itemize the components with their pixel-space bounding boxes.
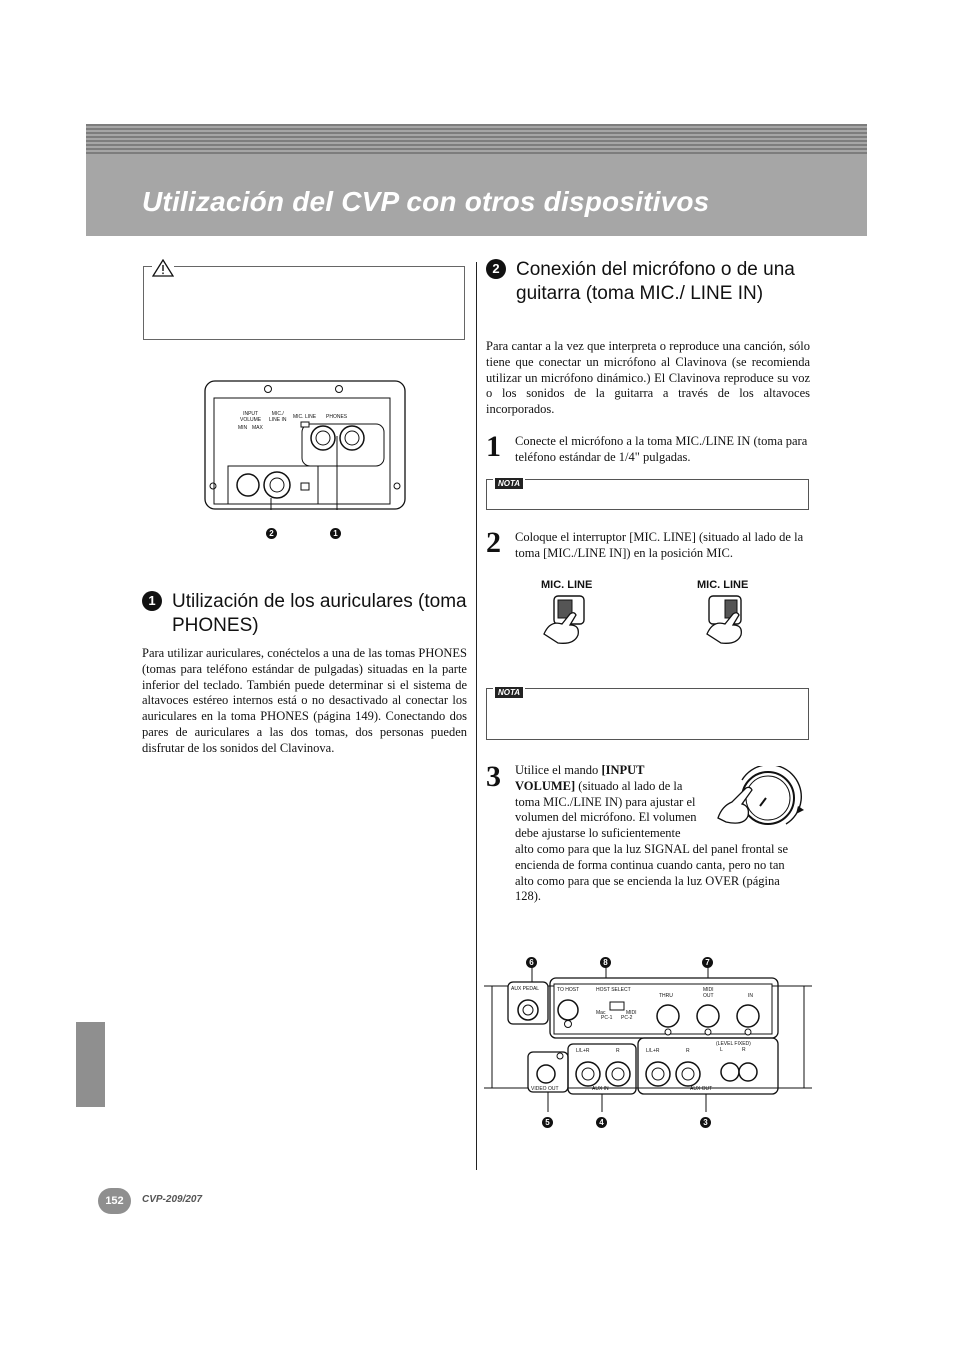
section2-number: 2: [486, 259, 506, 279]
page-number: 152: [98, 1188, 131, 1214]
warning-triangle-icon: [152, 259, 174, 277]
label-mic-line-in: MIC./ LINE IN: [269, 411, 287, 423]
label-fixed-r: R: [742, 1047, 746, 1053]
step1-text: Conecte el micrófono a la toma MIC./LINE IN (toma para teléfono estándar de 1/4" pulgadas.: [515, 434, 808, 464]
header-stripes: [86, 124, 867, 154]
label-aux-in: AUX IN: [592, 1086, 609, 1092]
callout-3: 3: [700, 1112, 711, 1130]
step3-number: 3: [486, 760, 501, 793]
section1-body: Para utilizar auriculares, conéctelos a una de las tomas PHONES (tomas para teléfono estándar de pulgadas) situadas en la parte inferior del teclado. También puede determinar si el sistema de altavoces estéreo internos está o no desactivado al conectar los auriculares en la toma PHONES (página 149). Conectando dos pares de auriculares a las dos tomas, dos personas pueden disfrutar de los sonidos del Clavinova.: [142, 646, 467, 755]
label-aux-out: AUX OUT: [690, 1086, 713, 1092]
nota-icon: NOTA: [493, 473, 525, 491]
callout-2: 2: [266, 523, 277, 541]
page-title: Utilización del CVP con otros dispositivos: [142, 186, 710, 217]
label-mac: Mac: [596, 1010, 606, 1016]
label-pc2: PC-2: [621, 1015, 633, 1021]
label-video-out: VIDEO OUT: [531, 1086, 559, 1092]
label-host-select: HOST SELECT: [596, 987, 631, 993]
label-aux-out-right: R: [686, 1048, 690, 1054]
label-thru: THRU: [659, 993, 673, 999]
panel-diagram-top: [204, 380, 406, 510]
step1-number: 1: [486, 430, 501, 463]
callout-7: 7: [702, 952, 713, 970]
step3-text: Utilice el mando [INPUT VOLUME] (situado al lado de la toma MIC./LINE IN) para ajustar el volumen del micrófono. El volumen debe ajustarse lo suficientemente alto como para que la luz SIGNAL del panel frontal se encienda de forma continua cuando canta, pero no tan alto como para que se encienda la luz OVER (página 128).: [515, 763, 789, 904]
label-to-host: TO HOST: [557, 987, 580, 993]
rear-panel-diagram: [484, 952, 812, 1128]
label-aux-pedal: AUX PEDAL: [511, 986, 540, 992]
label-input-volume: INPUT VOLUME: [240, 411, 262, 423]
label-aux-out-left: L/L+R: [646, 1048, 660, 1054]
callout-5: 5: [542, 1112, 553, 1130]
hand-pressing-switch-icon: [540, 594, 600, 646]
section2-body: Para cantar a la vez que interpreta o reproduce una canción, sólo tiene que conectar un micrófono al Clavinova (se recomienda utilizar un micrófono dinámico.) El Clavinova reproduce su voz o los sonidos de la guitarra a través de los altavoces incorporados.: [486, 339, 810, 417]
nota-icon: NOTA: [493, 682, 525, 700]
section1-title: Utilización de los auriculares (toma PHONES): [172, 591, 467, 636]
side-tab: [76, 1022, 105, 1107]
label-in: IN: [748, 993, 753, 999]
label-aux-in-right: R: [616, 1048, 620, 1054]
label-mic-line: MIC. LINE: [293, 414, 317, 420]
label-midi: MIDI: [703, 987, 714, 993]
label-phones: PHONES: [326, 414, 348, 420]
callout-6: 6: [526, 952, 537, 970]
column-divider: [476, 262, 477, 1170]
section2-heading: [486, 258, 811, 306]
section1-heading: [142, 590, 472, 638]
section2-title: Conexión del micrófono o de una guitarra (toma MIC./ LINE IN): [516, 259, 795, 304]
model-name: CVP-209/207: [142, 1194, 203, 1205]
switch-label-left: MIC. LINE: [541, 579, 593, 591]
callout-4: 4: [596, 1112, 607, 1130]
label-level-fixed: (LEVEL FIXED): [716, 1041, 751, 1047]
section1-number: 1: [142, 591, 162, 611]
callout-1: 1: [330, 523, 341, 541]
label-midi-select: MIDI: [626, 1010, 637, 1016]
label-aux-in-left: L/L+R: [576, 1048, 590, 1054]
hand-pressing-switch-icon: [705, 594, 765, 646]
nota-box-2: [486, 688, 809, 740]
label-pc1: PC-1: [601, 1015, 613, 1021]
label-max: MAX: [252, 425, 263, 431]
switch-label-right: MIC. LINE: [697, 579, 749, 591]
label-out: OUT: [703, 993, 714, 999]
page-header: [86, 124, 867, 236]
step2-text: Coloque el interruptor [MIC. LINE] (situado al lado de la toma [MIC./LINE IN]) en la posición MIC.: [515, 530, 804, 560]
caution-box: [143, 266, 465, 340]
label-fixed-l: L: [720, 1047, 723, 1053]
label-min: MIN: [238, 425, 248, 431]
nota-box-1: [486, 479, 809, 510]
step2-number: 2: [486, 526, 501, 559]
callout-8: 8: [600, 952, 611, 970]
